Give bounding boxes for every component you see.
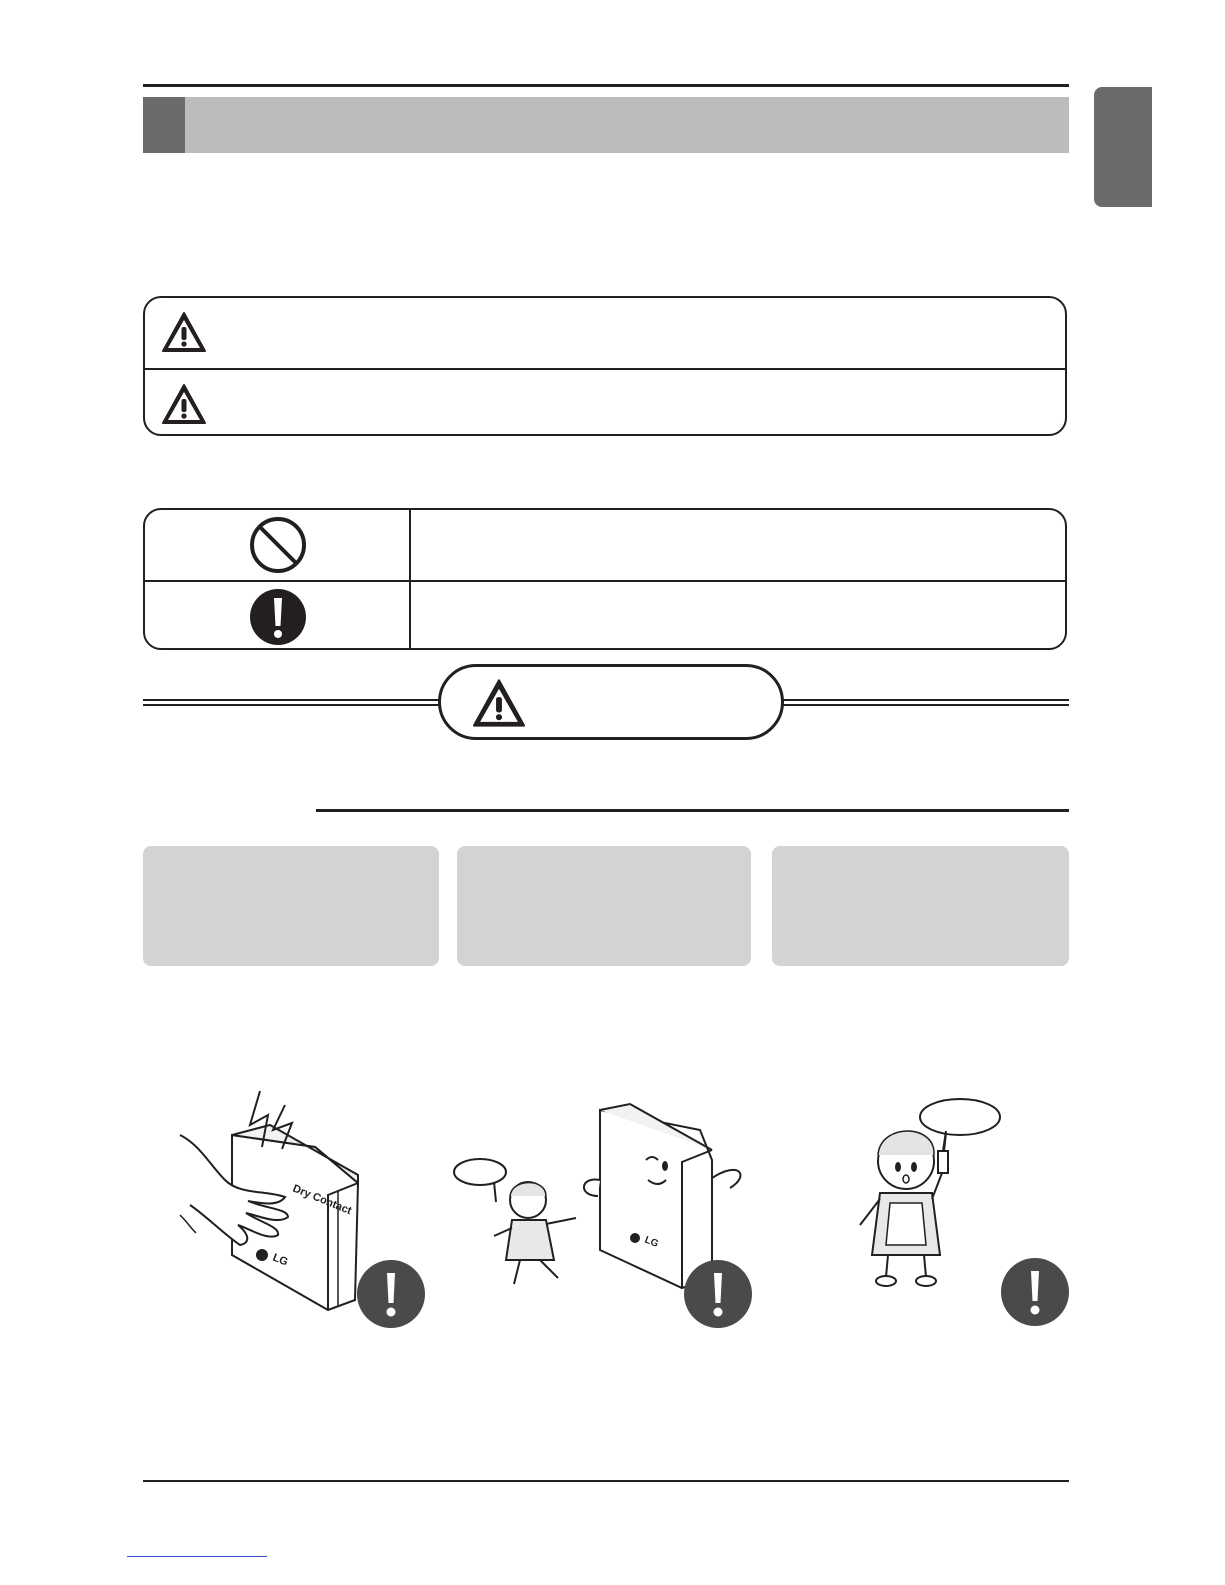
subsection-rule (316, 809, 1069, 812)
brand-logo: LG (642, 1234, 660, 1250)
bottom-rule (143, 1480, 1069, 1482)
prohibited-row (145, 510, 1065, 580)
instruction-card (143, 846, 439, 966)
language-side-tab[interactable] (1094, 87, 1152, 207)
warning-row (145, 298, 1065, 368)
exclamation-circle-icon (684, 1260, 752, 1328)
section-marker (143, 97, 185, 153)
hand-touching-device-illustration (170, 1085, 370, 1315)
warning-legend-box (143, 296, 1067, 436)
warning-triangle-icon (161, 382, 207, 426)
exclamation-circle-icon (1001, 1258, 1069, 1326)
mandatory-row (145, 580, 1065, 650)
section-header (143, 97, 1069, 153)
warning-triangle-icon (471, 677, 527, 729)
exclamation-circle-icon (357, 1260, 425, 1328)
device-label: Dry Contact (290, 1182, 354, 1218)
mandatory-exclamation-icon (247, 586, 309, 648)
heading-rule-left-bottom (143, 704, 439, 706)
caution-heading (438, 664, 784, 740)
girl-with-phone-illustration (850, 1095, 1010, 1295)
prohibited-icon (247, 514, 309, 576)
brand-logo: LG (270, 1251, 290, 1269)
symbols-legend-box (143, 508, 1067, 650)
instruction-card (772, 846, 1069, 966)
heading-rule-right-bottom (783, 704, 1069, 706)
warning-triangle-icon (161, 310, 207, 354)
caution-row (145, 368, 1065, 436)
heading-rule-left-top (143, 699, 439, 701)
instruction-card (457, 846, 751, 966)
footer-link-underline[interactable] (127, 1556, 267, 1557)
heading-rule-right-top (783, 699, 1069, 701)
top-rule (143, 84, 1069, 87)
